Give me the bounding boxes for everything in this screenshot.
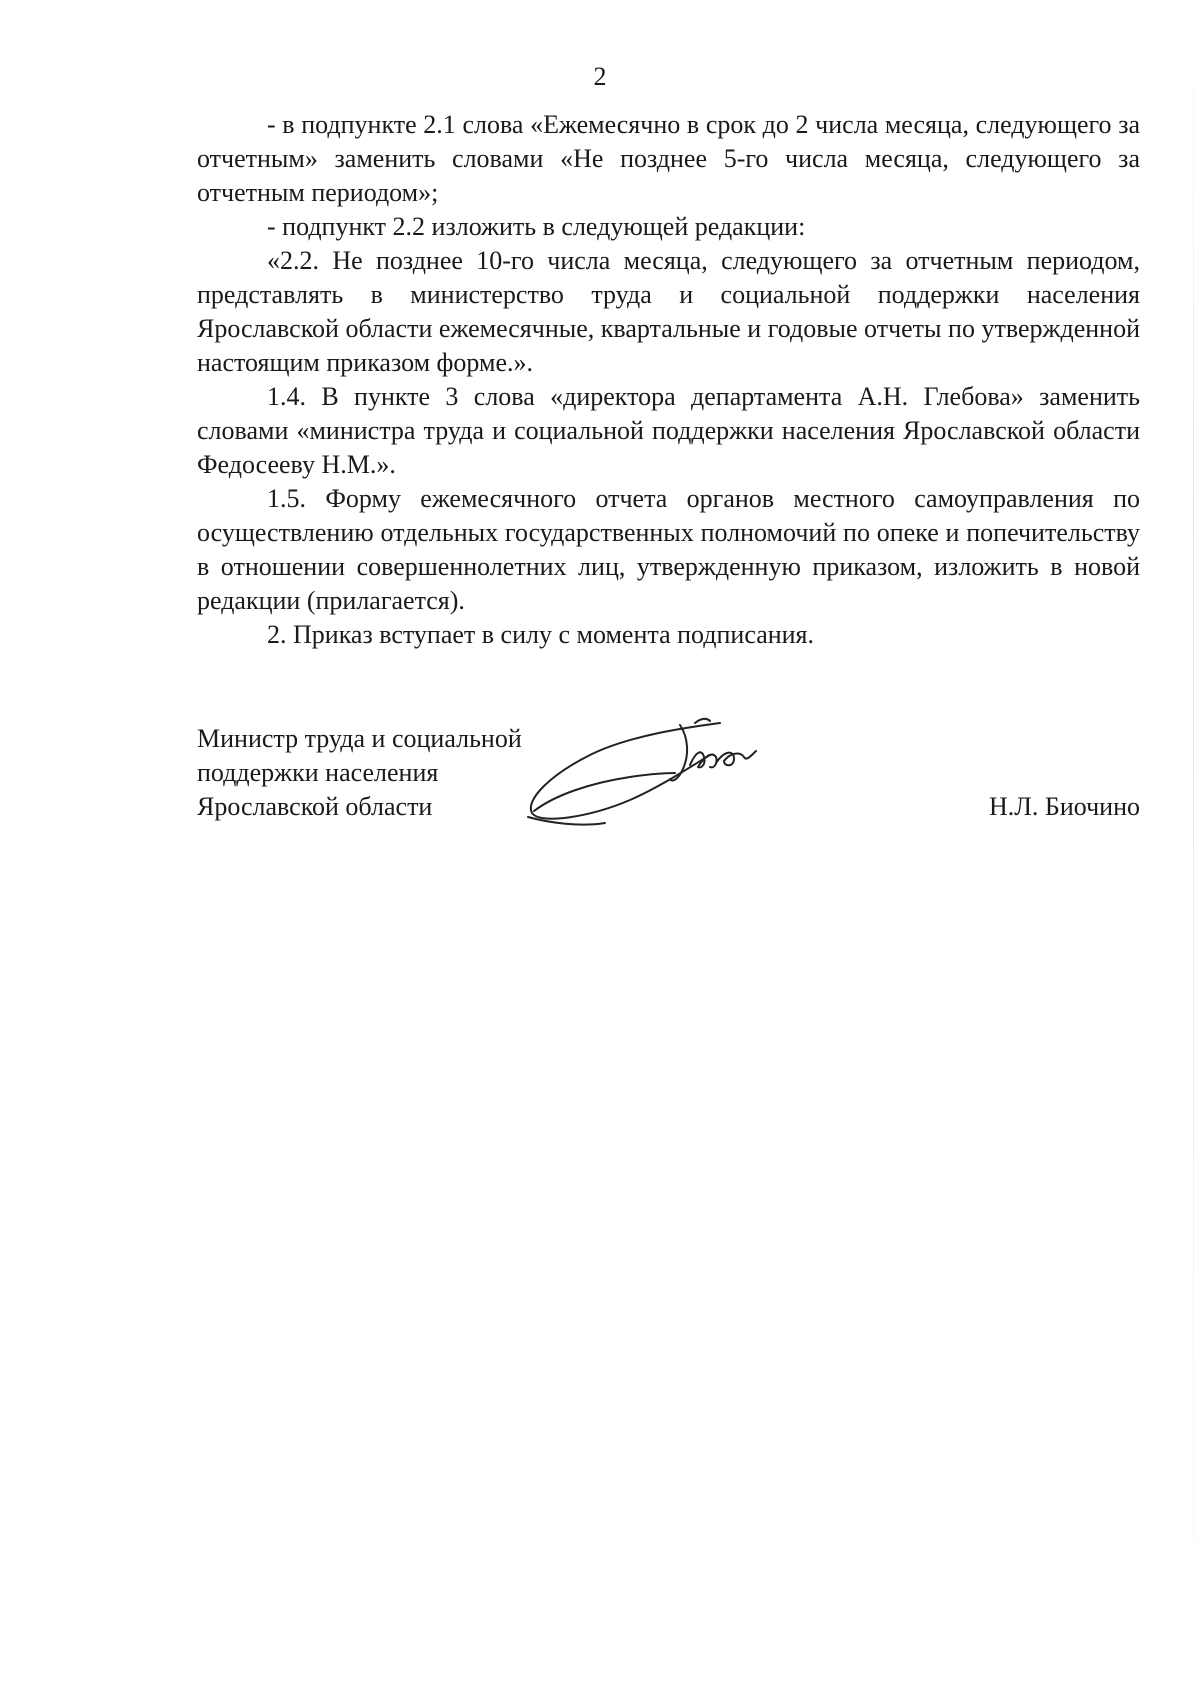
paragraph-subpoint-2-2-intro: - подпункт 2.2 изложить в следующей редакции: (267, 212, 806, 241)
handwritten-signature (520, 705, 780, 835)
position-line-3: Ярославской области (197, 792, 433, 821)
paragraph-2: 2. Приказ вступает в силу с момента подписания. (267, 620, 815, 649)
position-line-1: Министр труда и социальной (197, 724, 522, 753)
position-line-2: поддержки населения (197, 758, 439, 787)
signatory-position (197, 722, 522, 824)
paragraph-subpoint-2-2-text: «2.2. Не позднее 10-го числа месяца, следующего за отчетным периодом, представлять в министерство труда и социальной поддержки населения Ярославской области ежемесячные, квартальные и годовые отчеты по утвержденной настоящим приказом форме.». (197, 246, 1140, 377)
paragraph-subpoint-2-1: - в подпункте 2.1 слова «Ежемесячно в срок до 2 числа месяца, следующего за отчетным» заменить словами «Не позднее 5-го числа месяца, следующего за отчетным периодом»; (197, 110, 1140, 207)
document-body (197, 108, 1140, 652)
paragraph-1-5: 1.5. Форму ежемесячного отчета органов местного самоуправления по осуществлению отдельных государственных полномочий по опеке и попечительству в отношении совершеннолетних лиц, утвержденную приказом, изложить в новой редакции (прилагается). (197, 484, 1140, 615)
page-number: 2 (593, 62, 607, 91)
paragraph-1-4: 1.4. В пункте 3 слова «директора департамента А.Н. Глебова» заменить словами «министра труда и социальной поддержки населения Ярославской области Федосееву Н.М.». (197, 382, 1140, 479)
signer-name: Н.Л. Биочино (989, 792, 1140, 821)
scan-edge (1193, 0, 1194, 1696)
